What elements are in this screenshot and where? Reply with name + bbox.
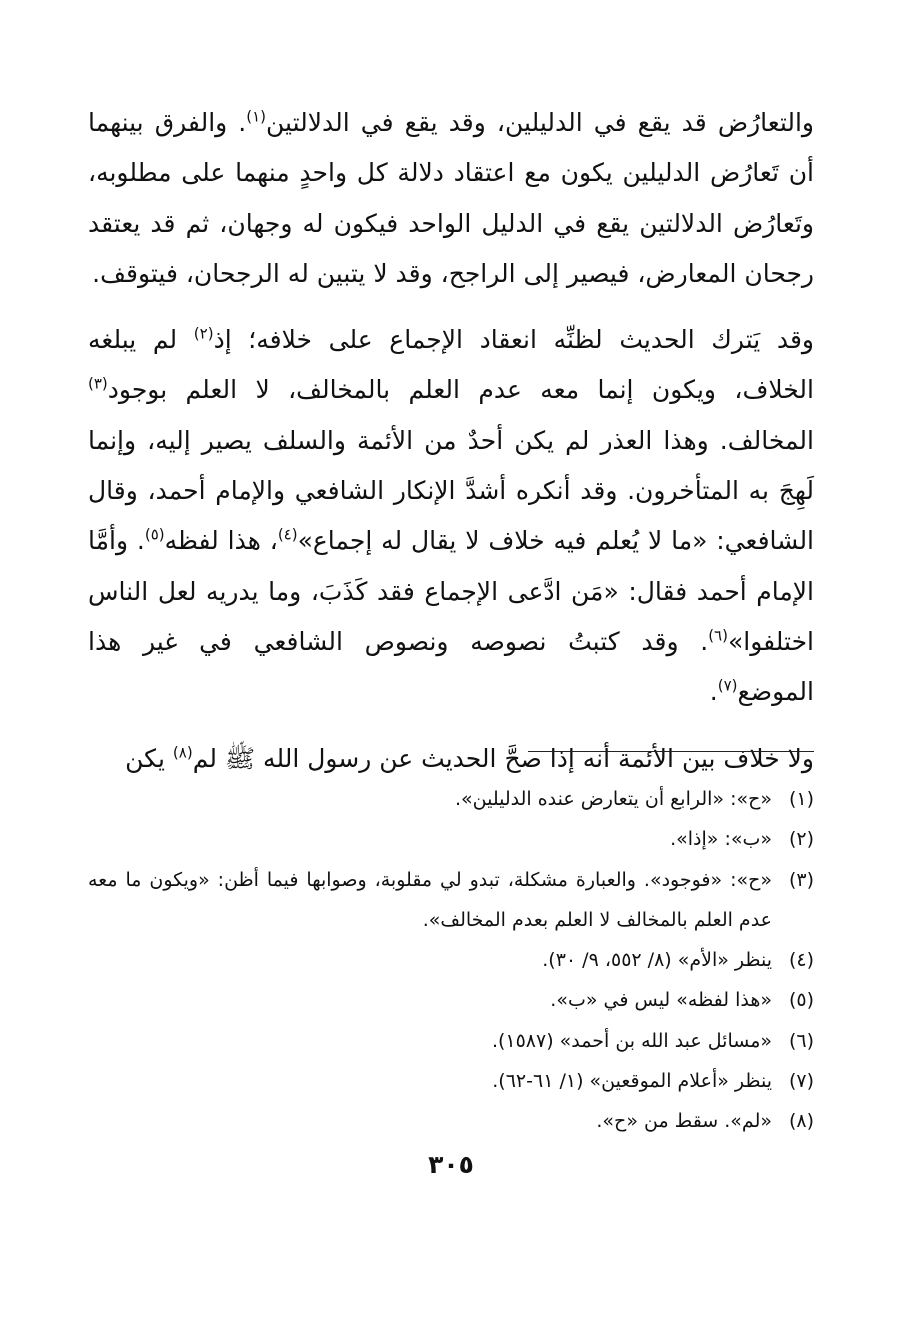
footnote-number: (٦) bbox=[788, 1029, 814, 1052]
footnote-text: «هذا لفظه» ليس في «ب». bbox=[550, 989, 772, 1012]
body-text-run: وقد يَترك الحديث لظنِّه انعقاد الإجماع على خلافه؛ إذ bbox=[213, 325, 814, 355]
footnote bbox=[88, 819, 814, 859]
body-text-run: والتعارُض قد يقع في الدليلين، وقد يقع في الدلالتين bbox=[266, 108, 814, 137]
footnote bbox=[88, 1061, 814, 1101]
body-text-run: . bbox=[709, 677, 718, 707]
footnote-ref: (٢) bbox=[193, 324, 214, 343]
footnote-divider bbox=[528, 751, 814, 752]
footnote bbox=[88, 779, 814, 819]
footnote-ref: (٥) bbox=[144, 526, 165, 545]
body-paragraph bbox=[88, 315, 814, 717]
footnote-text: ينظر «أعلام الموقعين» (١/ ٦١-٦٢). bbox=[492, 1070, 772, 1093]
footnote-text: «لم». سقط من «ح». bbox=[596, 1110, 772, 1133]
footnote-number: (٥) bbox=[788, 989, 814, 1012]
footnote-number: (٨) bbox=[788, 1110, 814, 1133]
footnote-ref: (٤) bbox=[277, 526, 298, 545]
body-text-run: لم يبلغه الخلاف، ويكون إنما معه عدم العلم بالمخالف، لا العلم بوجود bbox=[88, 325, 814, 405]
footnote-number: (١) bbox=[788, 788, 814, 810]
footnote-number: (٧) bbox=[788, 1070, 814, 1093]
footnote-text: «ب»: «إذا». bbox=[670, 828, 772, 851]
footnote bbox=[88, 940, 814, 980]
main-text bbox=[88, 98, 814, 784]
footnote bbox=[88, 860, 814, 941]
footnote-ref: (٧) bbox=[717, 676, 738, 695]
body-text-run: . والفرق بينهما أن تَعارُض الدليلين يكون مع اعتقاد دلالة كل واحدٍ منهما على مطلوبه، وتَعارُض الدلالتين يقع في الدليل الواحد فيكون له وجهان، ثم قد يعتقد رجحان المعارض، فيصير إلى الراجح، وقد لا يتبين له الرجحان، فيتوقف. bbox=[88, 108, 814, 288]
book-page bbox=[88, 98, 814, 1238]
body-text-run: ولا خلاف بين الأئمة أنه إذا صحَّ الحديث عن رسول الله ﷺ لم bbox=[192, 743, 814, 773]
footnote-ref: (٨) bbox=[172, 743, 193, 762]
body-text-run: ، هذا لفظه bbox=[164, 526, 278, 556]
footnote-text: «مسائل عبد الله بن أحمد» (١٥٨٧). bbox=[491, 1029, 772, 1052]
footnote bbox=[88, 1021, 814, 1061]
body-text-run: المخالف. وهذا العذر لم يكن أحدٌ من الأئمة والسلف يصير إليه، وإنما لَهِجَ به المتأخرون. وقد أنكره أشدَّ الإنكار الشافعي والإمام أحمد، وقال الشافعي: «ما لا يُعلم فيه خلاف لا يقال له إجماع» bbox=[88, 425, 815, 556]
footnote-ref: (١) bbox=[246, 107, 267, 126]
footnote-number: (٣) bbox=[788, 868, 814, 891]
footnote-ref: (٦) bbox=[708, 626, 728, 645]
footnote bbox=[88, 980, 814, 1020]
body-text-run: يكن bbox=[125, 743, 173, 773]
footnote-text: ينظر «الأم» (٨/ ٥٥٢، ٩/ ٣٠). bbox=[542, 949, 772, 972]
footnote-number: (٢) bbox=[788, 828, 814, 851]
footnote-text: «ح»: «الرابع أن يتعارض عنده الدليلين». bbox=[454, 788, 772, 810]
footnote bbox=[88, 1101, 814, 1141]
footnote-number: (٤) bbox=[788, 949, 814, 972]
footnote-ref: (٣) bbox=[88, 375, 108, 394]
body-paragraph bbox=[88, 98, 814, 299]
page-number: ٣٠٥ bbox=[428, 1150, 474, 1179]
body-text-run: . وقد كتبتُ نصوصه ونصوص الشافعي في غير هذا الموضع bbox=[88, 626, 814, 707]
footnote-text: «ح»: «فوجود». والعبارة مشكلة، تبدو لي مقلوبة، وصوابها فيما أظن: «ويكون ما معه عدم العلم بالمخالف لا العلم بعدم المخالف». bbox=[88, 868, 772, 931]
footnotes-list bbox=[88, 779, 814, 1142]
body-text-run: . وأمَّا الإمام أحمد فقال: «مَن ادَّعى الإجماع فقد كَذَبَ، وما يدريه لعل الناس اختلفوا» bbox=[88, 526, 814, 656]
body-paragraph bbox=[88, 734, 814, 784]
